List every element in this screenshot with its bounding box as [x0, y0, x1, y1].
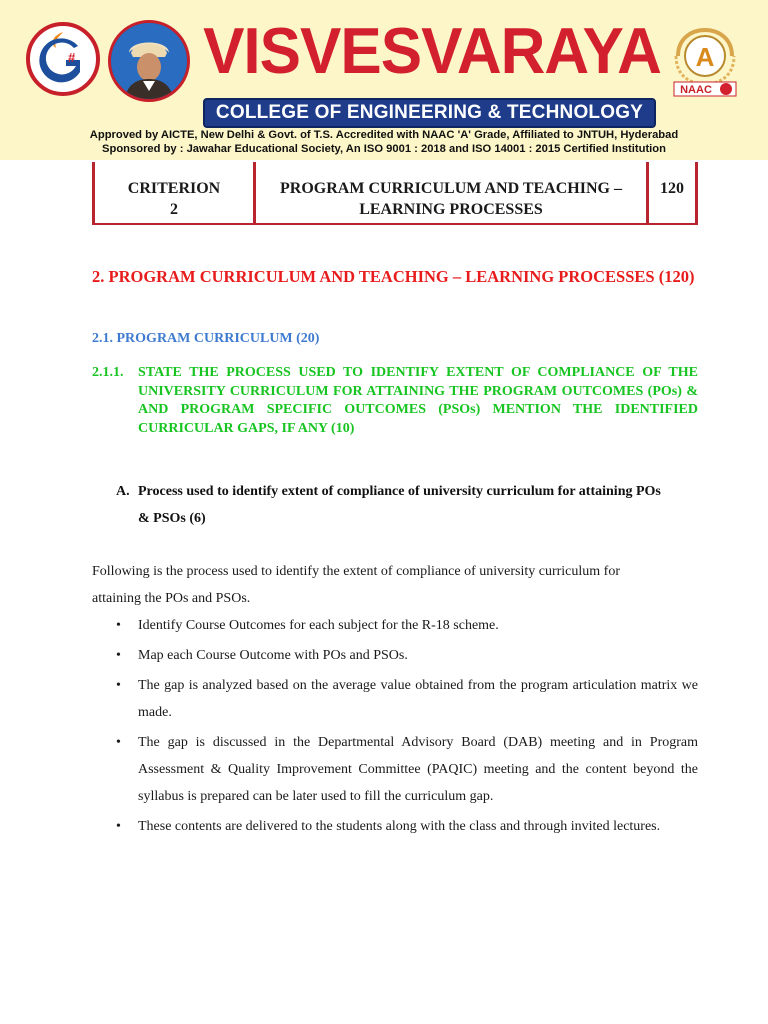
- list-item: [116, 642, 698, 669]
- list-item: [116, 729, 698, 810]
- part-text: Process used to identify extent of compliance of university curriculum for attaining POs & PSOs (6): [138, 484, 661, 526]
- letterhead: [0, 0, 768, 160]
- criterion-row: [94, 162, 697, 224]
- founder-portrait-icon: [108, 20, 190, 102]
- part-label: A.: [116, 484, 130, 499]
- criterion-label: CRITERION: [127, 180, 221, 197]
- part-heading: [116, 478, 676, 532]
- section-heading: 2. PROGRAM CURRICULUM AND TEACHING – LEARNING PROCESSES (120): [92, 267, 695, 286]
- sponsor-line: Sponsored by : Jawahar Educational Society, An ISO 9001 : 2018 and ISO 14001 : 2015 Certified Institution: [102, 143, 666, 155]
- criterion-title-line2: LEARNING PROCESSES: [359, 201, 543, 218]
- list-item-text: Map each Course Outcome with POs and PSOs.: [138, 648, 408, 663]
- accreditation-lines: [0, 128, 768, 156]
- bullet-icon: •: [116, 618, 121, 633]
- process-list: [116, 612, 698, 843]
- naac-badge-icon: [668, 26, 742, 104]
- svg-text:NAAC: NAAC: [680, 84, 712, 96]
- criterion-title-cell: [255, 162, 648, 224]
- list-item: [116, 612, 698, 639]
- criterion-table: [92, 162, 698, 225]
- list-item-text: These contents are delivered to the students along with the class and through invited lectures.: [138, 819, 661, 834]
- criterion-title-line1: PROGRAM CURRICULUM AND TEACHING –: [280, 180, 622, 197]
- bullet-icon: •: [116, 648, 121, 663]
- approval-line: Approved by AICTE, New Delhi & Govt. of T.S. Accredited with NAAC 'A' Grade, Affiliated to JNTUH, Hyderabad: [89, 129, 679, 141]
- college-subtitle: COLLEGE OF ENGINEERING & TECHNOLOGY: [203, 98, 656, 128]
- list-item-text: The gap is analyzed based on the average value obtained from the program articulation matrix we made.: [138, 678, 698, 720]
- criterion-marks-cell: [648, 162, 697, 224]
- list-item-text: Identify Course Outcomes for each subject for the R-18 scheme.: [138, 618, 499, 633]
- list-item-text: The gap is discussed in the Departmental Advisory Board (DAB) meeting and in Program Assessment & Quality Improvement Committee (PAQIC) meeting and the content beyond the syllabus is prepared can be later used to fill the curriculum gap.: [138, 735, 698, 804]
- criterion-cell: [94, 162, 255, 224]
- college-logo-icon: [26, 22, 100, 96]
- item-number: 2.1.1.: [92, 365, 124, 380]
- criterion-marks: 120: [660, 180, 684, 197]
- subsection-heading: 2.1. PROGRAM CURRICULUM (20): [92, 331, 320, 346]
- item-text: STATE THE PROCESS USED TO IDENTIFY EXTENT OF COMPLIANCE OF THE UNIVERSITY CURRICULUM FOR ATTAINING THE PROGRAM OUTCOMES (POs) & AND PROGRAM SPECIFIC OUTCOMES (PSOs) MENTION THE IDENTIFIED CURRICULAR GAPS, IF ANY (10): [138, 365, 698, 436]
- svg-text:A: A: [695, 42, 715, 72]
- item-heading: [92, 364, 698, 438]
- college-name: VISVESVARAYA: [203, 15, 661, 88]
- bullet-icon: •: [116, 735, 121, 750]
- list-item: [116, 813, 698, 840]
- criterion-number: 2: [170, 201, 178, 218]
- bullet-icon: •: [116, 678, 121, 693]
- list-item: [116, 672, 698, 726]
- bullet-icon: •: [116, 819, 121, 834]
- intro-paragraph: Following is the process used to identify the extent of compliance of university curriculum for attaining the POs and PSOs.: [92, 564, 620, 606]
- svg-text:#: #: [68, 50, 76, 65]
